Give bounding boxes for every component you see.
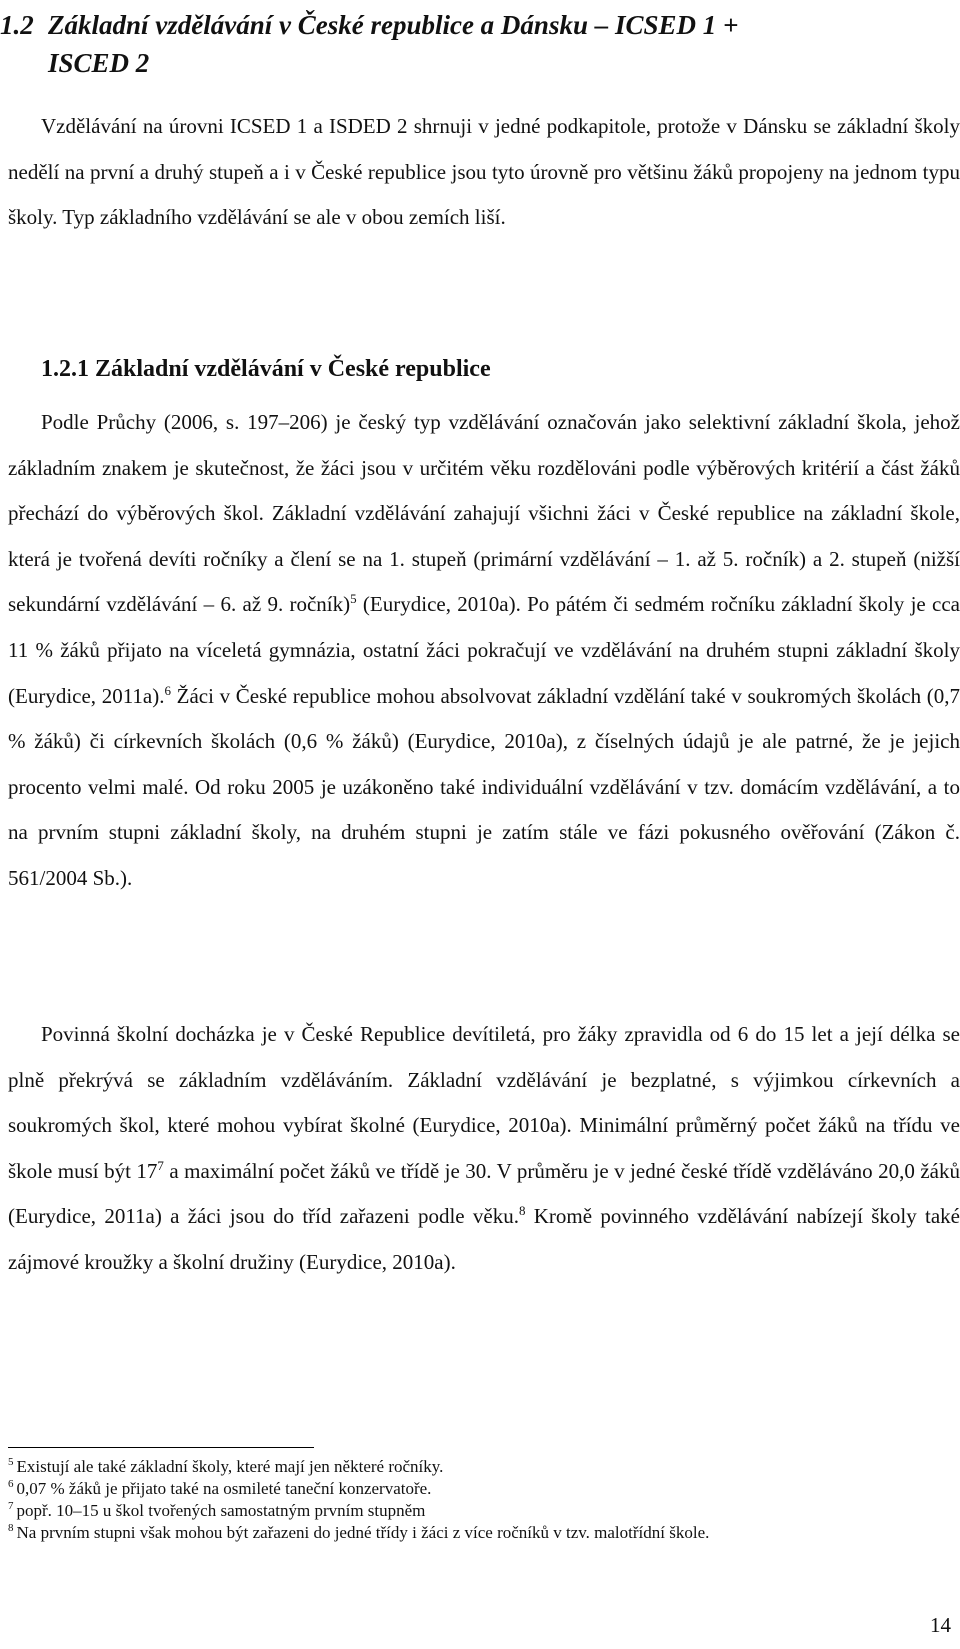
section-title-line2: ISCED 2 <box>48 48 150 78</box>
section-title-line1: Základní vzdělávání v České republice a Dánsku – ICSED 1 + <box>48 10 739 40</box>
intro-text: Vzdělávání na úrovni ICSED 1 a ISDED 2 shrnuji v jedné podkapitole, protože v Dánsku se základní školy nedělí na první a druhý stupeň a i v České republice jsou tyto úrovně pro většinu žáků propojeny na jednom typu školy. Typ základního vzdělávání se ale v obou zemích liší. <box>8 114 960 230</box>
para1-text-b: (Eurydice, 2010a). Po pátém či sedmém ročníku základní školy je cca 11 % žáků přijato na víceletá gymnázia, ostatní žáci pokračují ve vzdělávání na druhém stupni základní školy (Eurydice, 2011a). <box>8 592 960 708</box>
para2-text-b: a maximální počet žáků ve třídě je 30. V průměru je v jedné české třídě vzděláváno 20,0 žáků (Eurydice, 2011a) a žáci jsou do tříd zařazeni podle věku. <box>8 1158 960 1229</box>
footnote-ref-5[interactable]: 5 <box>350 591 357 607</box>
footnote-number: 8 <box>8 1522 14 1535</box>
footnote-number: 7 <box>8 1500 14 1513</box>
footnote-item <box>8 1500 948 1522</box>
footnote-item <box>8 1522 948 1544</box>
para1-text-c: Žáci v České republice mohou absolvovat základní vzdělání také v soukromých školách (0,7 % žáků) či církevních školách (0,6 % žáků) (Eurydice, 2010a), z číselných údajů je ale patrné, že je jejich procento velmi malé. Od roku 2005 je uzákoněno také individuální vzdělávání v tzv. domácím vzdělávání, a to na prvním stupni základní školy, na druhém stupni je zatím stále ve fázi pokusného ověřování (Zákon č. 561/2004 Sb.). <box>8 683 960 890</box>
section-number: 1.2 <box>0 10 34 40</box>
para1-text-a: Podle Průchy (2006, s. 197–206) je český typ vzdělávání označován jako selektivní základní škola, jehož základním znakem je skutečnost, že žáci jsou v určitém věku rozdělováni podle výběrových kritérií a část žáků přechází do výběrových škol. Základní vzdělávání zahajují všichni žáci v České republice na základní škole, která je tvořená devíti ročníky a člení se na 1. stupeň (primární vzdělávání – 1. až 5. ročník) a 2. stupeň (nižší sekundární vzdělávání – 6. až 9. ročník) <box>8 410 960 617</box>
footnote-text: Existují ale také základní školy, které mají jen některé ročníky. <box>16 1457 444 1476</box>
footnotes <box>8 1456 948 1544</box>
page-number: 14 <box>930 1613 951 1637</box>
para2-text-a: Povinná školní docházka je v České Republice devítiletá, pro žáky zpravidla od 6 do 15 let a její délka se plně překrývá se základním vzděláváním. Základní vzdělávání je bezplatné, s výjimkou církevních a soukromých škol, které mohou vybírat školné (Eurydice, 2010a). Minimální průměrný počet žáků na třídu ve škole musí být 17 <box>8 1022 960 1183</box>
intro-paragraph <box>8 104 960 241</box>
footnote-item <box>8 1456 948 1478</box>
footnote-ref-6[interactable]: 6 <box>164 682 171 698</box>
footnote-text: popř. 10–15 u škol tvořených samostatným prvním stupněm <box>16 1501 426 1520</box>
footnote-separator <box>8 1447 314 1448</box>
body-paragraph-2 <box>8 1012 960 1286</box>
footnote-text: 0,07 % žáků je přijato také na osmileté taneční konzervatoře. <box>16 1479 432 1498</box>
subsection-heading: 1.2.1 Základní vzdělávání v České republice <box>41 356 491 382</box>
footnote-text: Na prvním stupni však mohou být zařazeni do jedné třídy i žáci z více ročníků v tzv. malotřídní škole. <box>16 1523 710 1542</box>
footnote-number: 6 <box>8 1478 14 1491</box>
section-heading <box>0 6 910 82</box>
para2-text-c: Kromě povinného vzdělávání nabízejí školy také zájmové kroužky a školní družiny (Eurydice, 2010a). <box>8 1204 960 1274</box>
body-paragraph-1 <box>8 400 960 902</box>
footnote-ref-8[interactable]: 8 <box>518 1203 526 1219</box>
footnote-number: 5 <box>8 1456 14 1469</box>
footnote-item <box>8 1478 948 1500</box>
footnote-ref-7[interactable]: 7 <box>157 1157 164 1173</box>
